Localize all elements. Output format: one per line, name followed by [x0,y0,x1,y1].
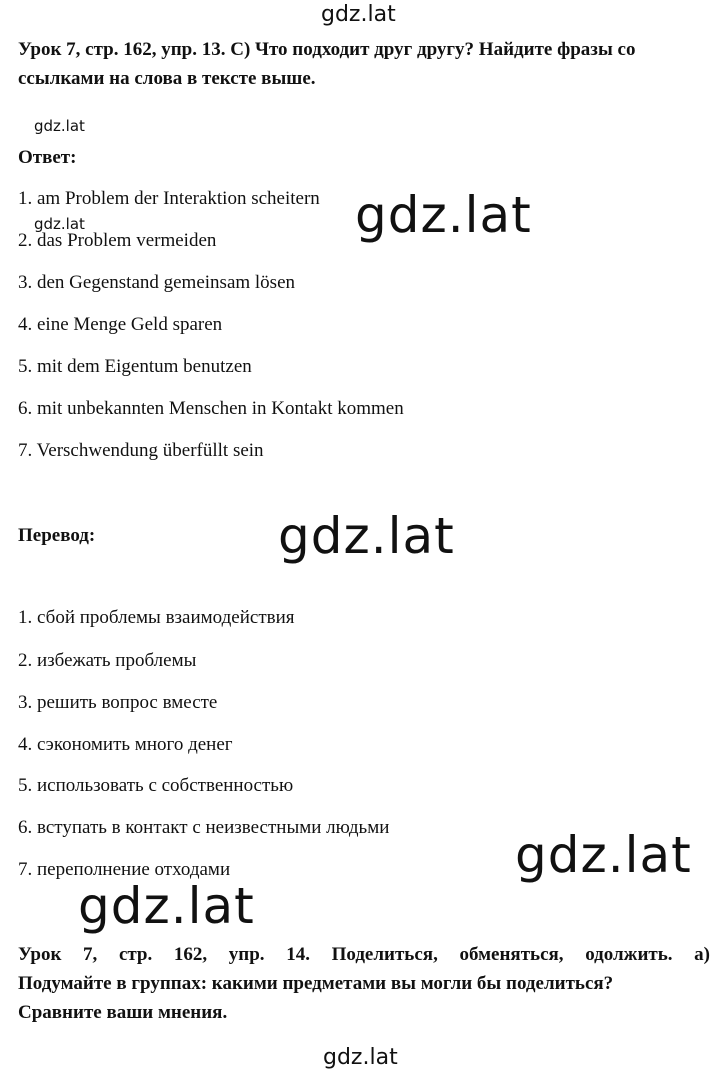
watermark-small-1: gdz.lat [34,117,85,135]
translation-item-2: 2. избежать проблемы [18,650,197,671]
task-14-word: одолжить. [585,944,673,965]
watermark-large-3: gdz.lat [515,826,692,884]
task-13-heading-line-1: Урок 7, стр. 162, упр. 13. C) Что подходит друг другу? Найдите фразы со [18,39,636,60]
answer-label: Ответ: [18,147,77,168]
task-14-word: Урок [18,944,62,965]
task-14-word: Поделиться, [331,944,438,965]
watermark-large-4: gdz.lat [78,877,255,935]
task-14-word: 162, [173,944,208,965]
answer-item-4: 4. eine Menge Geld sparen [18,314,223,335]
translation-item-3: 3. решить вопрос вместе [18,692,218,713]
task-14-word: 14. [286,944,310,965]
task-14-word: стр. [118,944,153,965]
watermark-small-2: gdz.lat [34,215,85,233]
translation-item-1: 1. сбой проблемы взаимодействия [18,607,295,628]
task-14-heading-line-1 [18,940,710,969]
task-14-word: упр. [228,944,265,965]
task-14-word: 7, [83,944,98,965]
watermark-large-2: gdz.lat [278,507,455,565]
task-14-heading-line-2: Подумайте в группах: какими предметами вы могли бы поделиться? [18,973,614,994]
translation-item-4: 4. сэкономить много денег [18,734,233,755]
watermark-large-1: gdz.lat [355,186,532,244]
task-14-heading-line-3: Сравните ваши мнения. [18,1002,228,1023]
answer-item-6: 6. mit unbekannten Menschen in Kontakt kommen [18,398,404,419]
watermark-bottom: gdz.lat [323,1045,398,1070]
answer-item-3: 3. den Gegenstand gemeinsam lösen [18,272,296,293]
task-14-word: обменяться, [459,944,564,965]
answer-item-2: 2. das Problem vermeiden [18,230,217,251]
translation-item-5: 5. использовать с собственностью [18,775,294,796]
answer-item-7: 7. Verschwendung überfüllt sein [18,440,264,461]
task-13-heading-line-2: ссылками на слова в тексте выше. [18,68,316,89]
answer-item-1: 1. am Problem der Interaktion scheitern [18,188,320,209]
translation-item-7: 7. переполнение отходами [18,859,231,880]
answer-item-5: 5. mit dem Eigentum benutzen [18,356,252,377]
watermark-top: gdz.lat [321,2,396,27]
task-14-word: a) [694,944,710,965]
translation-item-6: 6. вступать в контакт с неизвестными людьми [18,817,390,838]
translation-label: Перевод: [18,525,96,546]
